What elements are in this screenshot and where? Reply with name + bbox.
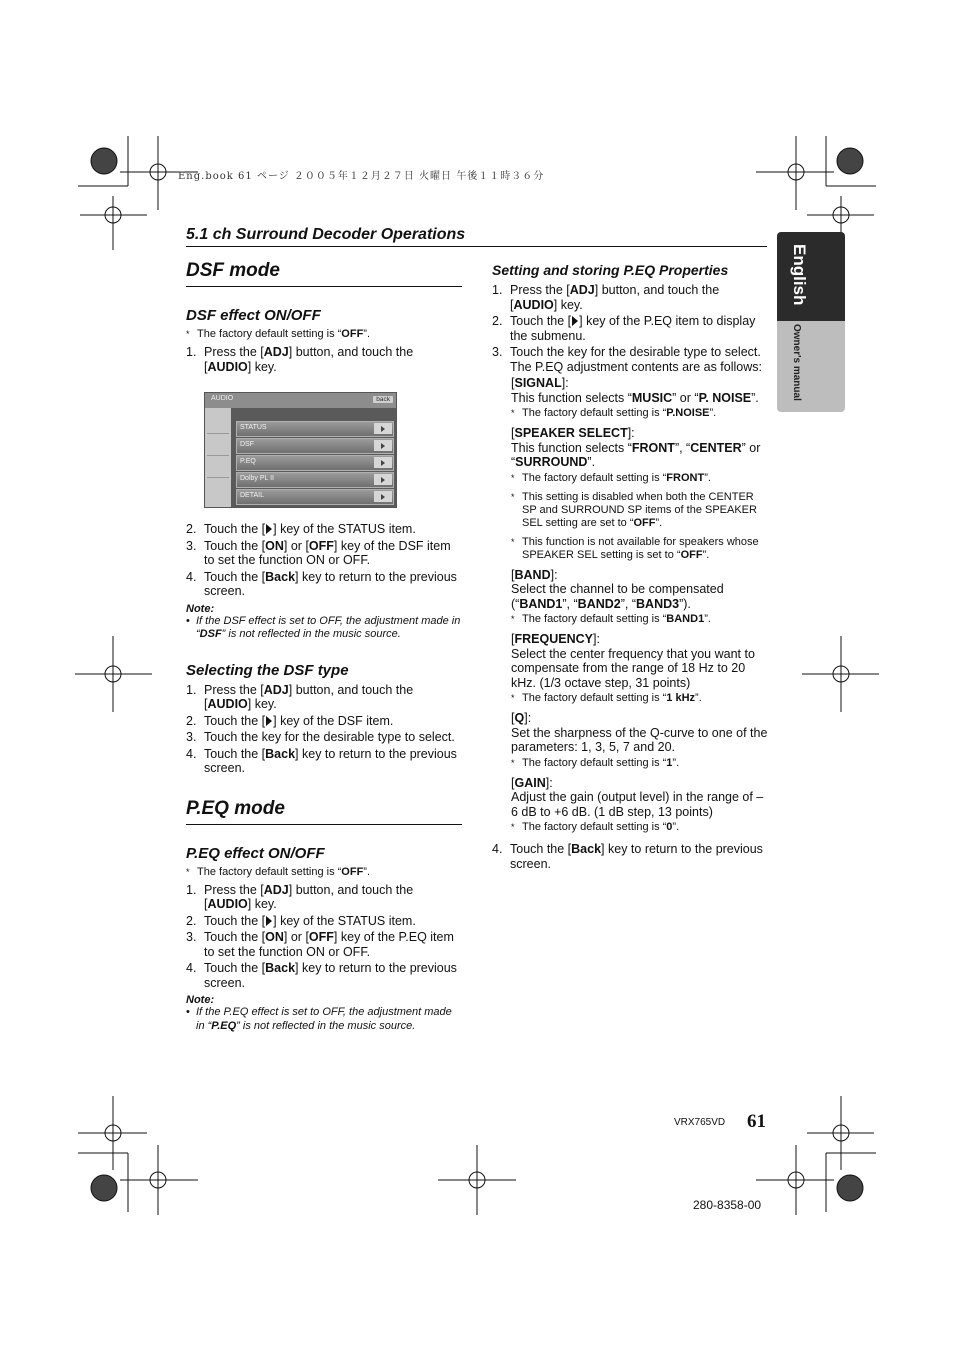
step-item: 1. Press the [ADJ] button, and touch the [AUDIO] key. [186,882,414,911]
file-header-line: Eng.book 61 ページ ２００５年１２月２７日 火曜日 午後１１時３６分 [178,171,545,182]
dsf-effect-steps-cont [186,522,462,599]
tab-language-label: English [790,244,809,306]
step-item: 2. Touch the [ ] key of the P.EQ item to display the submenu. [492,314,756,343]
dsf-note-title: Note: [186,602,215,615]
right-arrow-icon [266,524,272,534]
part-number: 280-8358-00 [693,1198,762,1212]
step-item: 3. Touch the key for the desirable type to select. The P.EQ adjustment contents are as follows: [492,345,762,374]
step-item: 4. Touch the [Back] key to return to the previous screen. [186,746,457,775]
peq-effect-heading: P.EQ effect ON/OFF [186,844,325,862]
right-arrow-icon [266,916,272,926]
peq-mode-heading: P.EQ mode [186,796,462,825]
step-item: 2. Touch the [ ] key of the STATUS item. [186,522,416,536]
q-default-note: * The factory default setting is “1”. [492,757,768,770]
dsf-type-steps [186,683,462,776]
screen-item-status: STATUS [236,421,394,437]
peq-note-body: • If the P.EQ effect is set to OFF, the adjustment made in “P.EQ” is not reflected in the music source. [186,1006,462,1033]
step-item: 4. Touch the [Back] key to return to the previous screen. [186,961,457,990]
step-item: 1. Press the [ADJ] button, and touch the [AUDIO] key. [186,345,414,374]
right-column [492,258,768,873]
speaker-unavailable-note: * This function is not available for speakers whose SPEAKER SEL setting is set to “OFF”. [492,536,768,562]
band-block: [BAND]: Select the channel to be compensated (“BAND1”, “BAND2”, “BAND3”). [511,567,724,611]
peq-note-title: Note: [186,994,215,1006]
screen-item-dolby: Dolby PL II [236,472,394,488]
dsf-default-note: * The factory default setting is “OFF”. [186,328,462,341]
section-rule [186,246,767,247]
step-item: 1. Press the [ADJ] button, and touch the [AUDIO] key. [186,682,414,711]
speaker-select-block: [SPEAKER SELECT]: This function selects “FRONT”, “CENTER” or “SURROUND”. [511,426,761,469]
right-arrow-icon [572,316,578,326]
language-side-tab [777,232,845,412]
right-arrow-icon [266,716,272,726]
band-default-note: * The factory default setting is “BAND1”. [492,613,768,626]
step-item: 1. Press the [ADJ] button, and touch the [AUDIO] key. [492,283,720,312]
peq-properties-heading: Setting and storing P.EQ Properties [492,262,729,278]
screen-back-button: back [373,396,393,403]
screen-audio-tab: AUDIO [211,395,234,402]
gain-block: [GAIN]: Adjust the gain (output level) in the range of –6 dB to +6 dB. (1 dB step, 13 points) [511,775,764,819]
step-item: 4. Touch the [Back] key to return to the previous screen. [186,569,457,598]
speaker-disabled-note: * This setting is disabled when both the CENTER SP and SURROUND SP items of the SPEAKER SEL setting are set to “OFF”. [492,491,768,530]
q-block: [Q]: Set the sharpness of the Q-curve to one of the parameters: 1, 3, 5, 7 and 20. [511,711,768,754]
signal-default-note: * The factory default setting is “P.NOISE”. [492,407,768,420]
dsf-effect-steps [186,345,462,374]
screen-item-dsf: DSF [236,438,394,454]
step-item: 2. Touch the [ ] key of the DSF item. [186,713,394,728]
speaker-default-note: * The factory default setting is “FRONT”. [492,472,768,485]
section-title: 5.1 ch Surround Decoder Operations [186,226,466,243]
gain-default-note: * The factory default setting is “0”. [492,821,768,834]
peq-default-note: * The factory default setting is “OFF”. [186,866,462,879]
step-item: 4. Touch the [Back] key to return to the previous screen. [492,842,763,871]
audio-menu-screenshot [204,392,397,508]
screen-item-peq: P.EQ [236,455,394,471]
peq-properties-final-step [492,842,768,871]
step-item: 3. Touch the key for the desirable type to select. [186,730,455,744]
left-column [186,258,462,1033]
dsf-effect-heading: DSF effect ON/OFF [186,307,321,324]
peq-effect-steps [186,883,462,991]
dsf-note-body: • If the DSF effect is set to OFF, the adjustment made in “DSF” is not reflected in the music source. [186,615,462,642]
tab-manual-label: Owner's manual [791,324,802,401]
page-number: 61 [747,1111,766,1132]
screen-item-detail: DETAIL [236,489,394,505]
peq-properties-steps [492,283,768,374]
frequency-block: [FREQUENCY]: Select the center frequency that you want to compensate from the range of 18 Hz to 20 kHz. (1/3 octave step, 31 points) [511,632,755,690]
dsf-mode-heading: DSF mode [186,258,462,287]
step-item: 3. Touch the [ON] or [OFF] key of the P.EQ item to set the function ON or OFF. [186,930,454,959]
step-item: 2. Touch the [ ] key of the STATUS item. [186,913,416,928]
step-item: 3. Touch the [ON] or [OFF] key of the DSF item to set the function ON or OFF. [186,538,451,567]
signal-block: [SIGNAL]: This function selects “MUSIC” or “P. NOISE”. [511,376,759,405]
model-number: VRX765VD [674,1117,726,1128]
frequency-default-note: * The factory default setting is “1 kHz”. [492,692,768,705]
dsf-type-heading: Selecting the DSF type [186,661,349,679]
